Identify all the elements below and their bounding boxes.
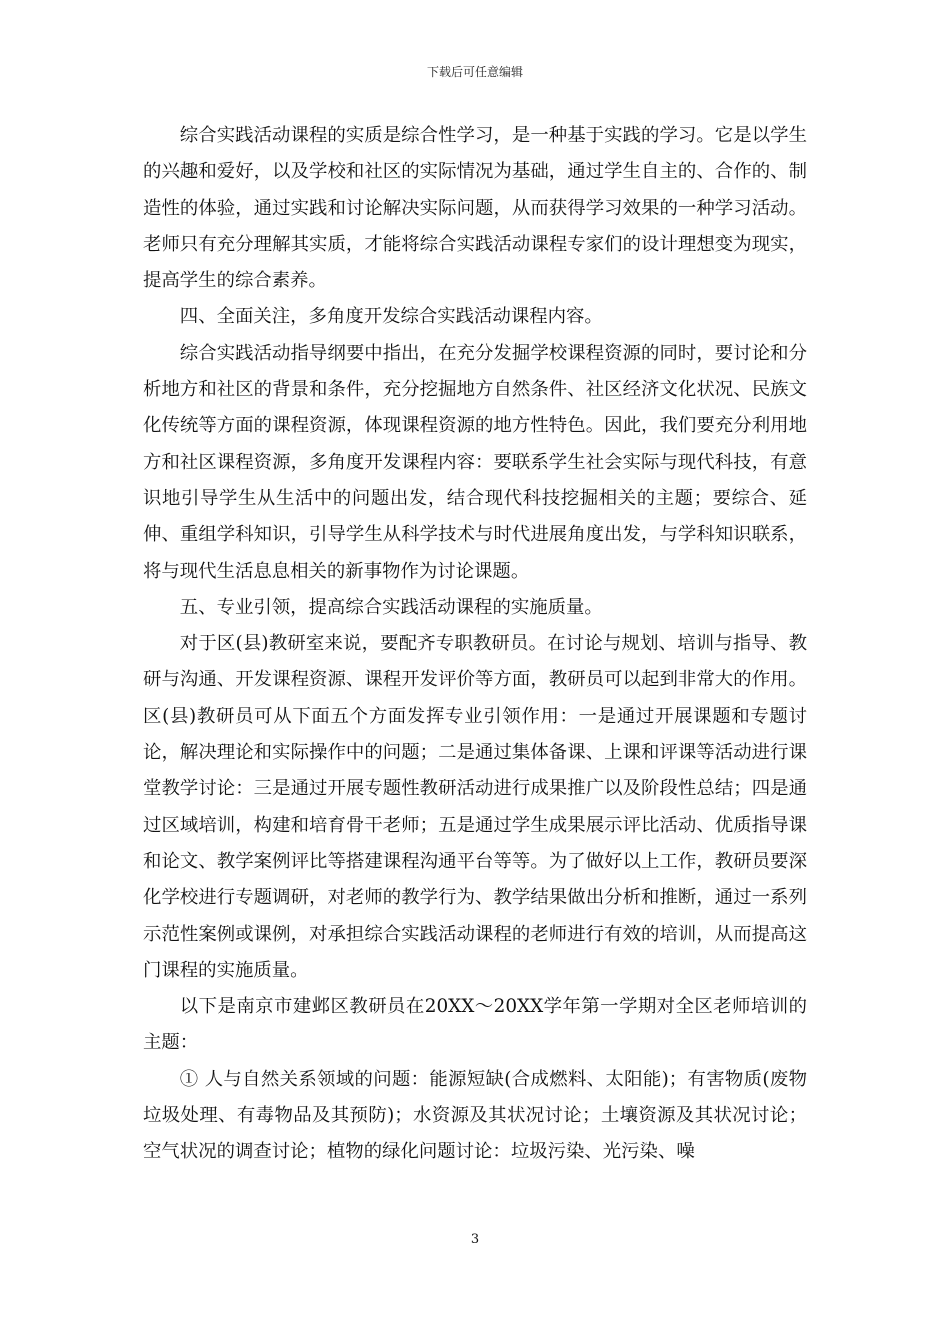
section-heading: 四、全面关注，多角度开发综合实践活动课程内容。 (179, 306, 603, 328)
paragraph: 以下是南京市建邺区教研员在20XX～20XX学年第一学期对全区老师培训的主题： (143, 996, 807, 1054)
paragraph: 对于区(县)教研室来说，要配齐专职教研员。在讨论与规划、培训与指导、教研与沟通、开发课程资源、课程开发评价等方面，教研员可以起到非常大的作用。区(县)教研员可从下面五个方面发挥专业引领作用：一是通过开展课题和专题讨论，解决理论和实际操作中的问题；二是通过集体备课、上课和评课等活动进行课堂教学讨论：三是通过开展专题性教研活动进行成果推广以及阶段性总结；四是通过区域培训，构建和培育骨干老师；五是通过学生成果展示评比活动、优质指导课和论文、教学案例评比等搭建课程沟通平台等等。为了做好以上工作，教研员要深化学校进行专题调研，对老师的教学行为、教学结果做出分析和推断，通过一系列示范性案例或课例，对承担综合实践活动课程的老师进行有效的培训，从而提高这门课程的实施质量。 (143, 633, 807, 981)
paragraph: 综合实践活动课程的实质是综合性学习，是一种基于实践的学习。它是以学生的兴趣和爱好，以及学校和社区的实际情况为基础，通过学生自主的、合作的、制造性的体验，通过实践和讨论解决实际问题，从而获得学习效果的一种学习活动。老师只有充分理解其实质，才能将综合实践活动课程专家们的设计理想变为现实，提高学生的综合素养。 (143, 125, 807, 292)
paragraph: 综合实践活动指导纲要中指出，在充分发掘学校课程资源的同时，要讨论和分析地方和社区的背景和条件，充分挖掘地方自然条件、社区经济文化状况、民族文化传统等方面的课程资源，体现课程资源的地方性特色。因此，我们要充分利用地方和社区课程资源，多角度开发课程内容：要联系学生社会实际与现代科技，有意识地引导学生从生活中的问题出发，结合现代科技挖掘相关的主题；要综合、延伸、重组学科知识，引导学生从科学技术与时代进展角度出发，与学科知识联系，将与现代生活息息相关的新事物作为讨论课题。 (143, 342, 807, 582)
page-header: 下载后可任意编辑 (426, 65, 523, 79)
section-heading: 五、专业引领，提高综合实践活动课程的实施质量。 (179, 596, 603, 618)
document-body (143, 118, 807, 1171)
list-item: ① 人与自然关系领域的问题：能源短缺(合成燃料、太阳能)；有害物质(废物垃圾处理、有毒物品及其预防)；水资源及其状况讨论；土壤资源及其状况讨论；空气状况的调查讨论；植物的绿化问题讨论：垃圾污染、光污染、噪 (143, 1068, 807, 1163)
page-number: 3 (470, 1232, 480, 1247)
